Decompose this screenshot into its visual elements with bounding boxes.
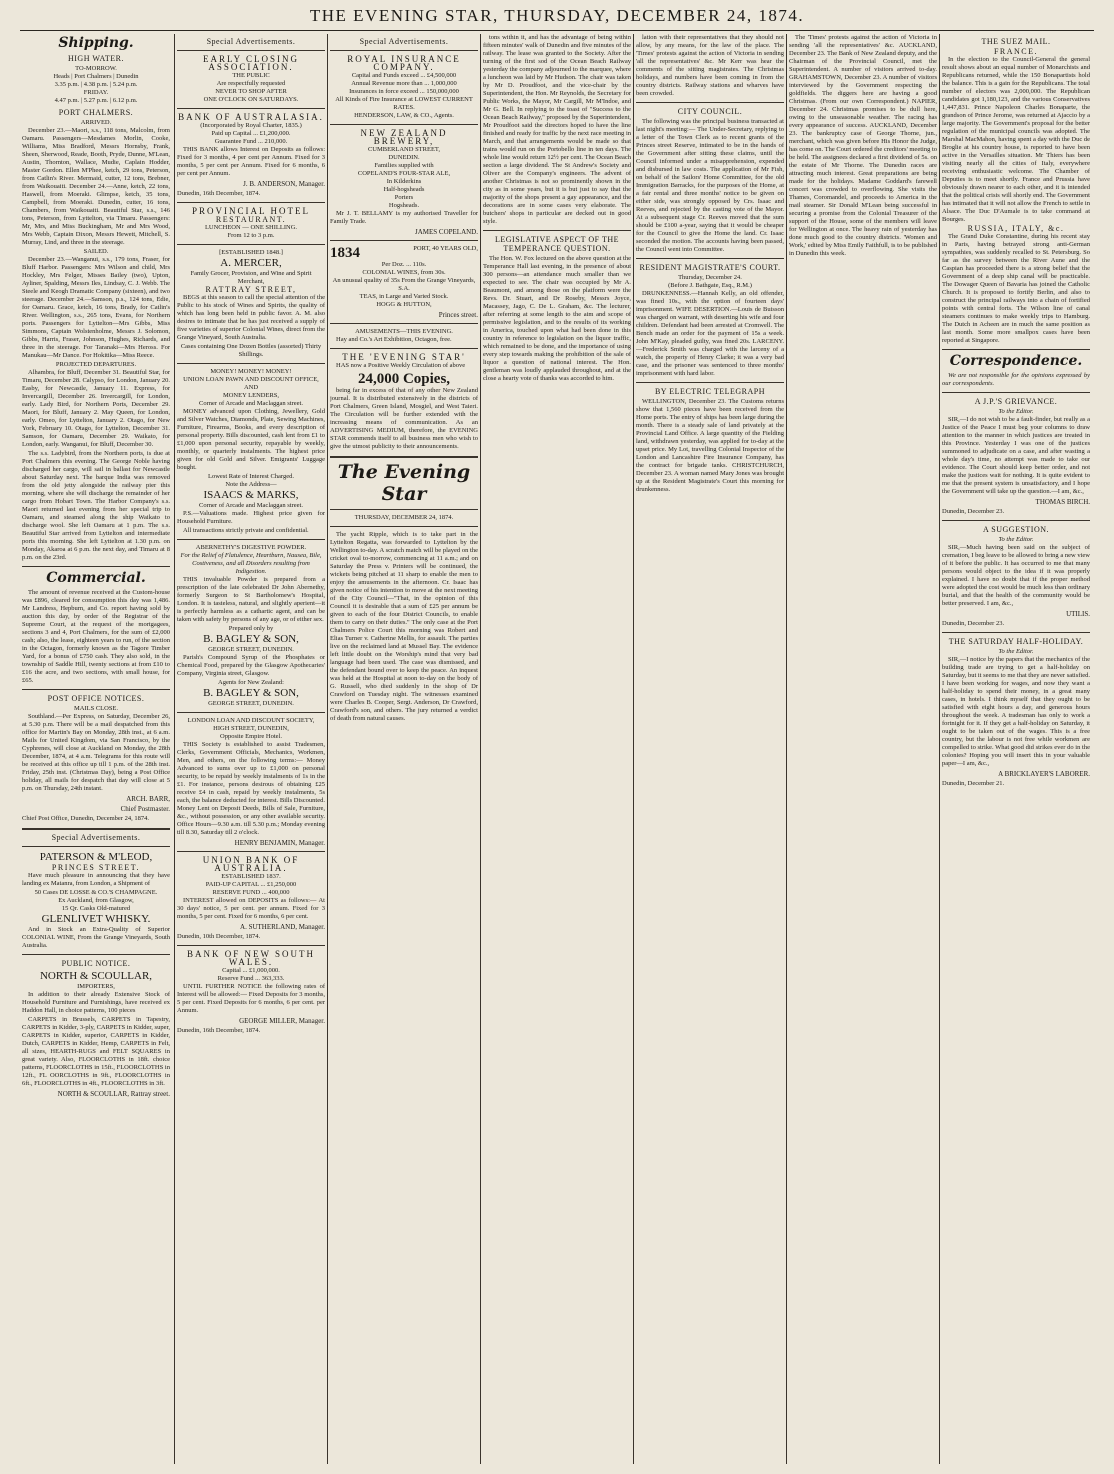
column-rule bbox=[174, 34, 175, 1464]
grievance-signature: THOMAS BIRCH. bbox=[1035, 498, 1090, 506]
abernethy-title: ABERNETHY'S DIGESTIVE POWDER. bbox=[195, 544, 307, 551]
commercial-text: The amount of revenue received at the Custom-house was £896, cleared for consumption this day was 1,486. Mr Landress, Hepburn, and Co. report having sold by auction this day, by order of the Registrar of the Supreme Court, at the request of the mortgagees, sections 3 and 4, Port Chalmers, for the sum of £2,000 cash; also, the lease, eighteen years to run, of the section in the Octagon, formerly known as the Tagore Timber Yard, for a bonus of £750 cash. They also sold, in the township of Saddle Hill, twenty sections at from £10 to £16 the acre, and two sections, with small house, for £65. bbox=[22, 589, 170, 684]
masthead: THE EVENING STAR, THURSDAY, DECEMBER 24, 1874. bbox=[309, 6, 805, 25]
arrived-heading: ARRIVED. bbox=[80, 119, 112, 126]
shipping-heading: Shipping. bbox=[58, 35, 134, 51]
confidential-text: All transactions strictly private and confidential. bbox=[183, 527, 309, 534]
special-ads-heading: Special Advertisements. bbox=[206, 37, 296, 46]
early-closing-line: ONE O'CLOCK ON SATURDAYS. bbox=[203, 96, 299, 103]
union-loan-title: UNION LOAN PAWN AND DISCOUNT OFFICE, bbox=[183, 376, 319, 383]
column-rule bbox=[786, 34, 787, 1464]
divider bbox=[636, 382, 784, 383]
masthead-rule bbox=[20, 30, 1094, 31]
union-loan-rate: Lowest Rate of Interest Charged. bbox=[208, 473, 294, 480]
port-year: 1834 bbox=[330, 245, 360, 261]
telegraph-text: WELLINGTON, December 23. The Customs returns show that 1,560 pieces have been received from the Home ports. The entry of ships has been large during the month. There is a steady sale of land privately at the Provincial Land Office. A large quantity of the Fielding land, withdrawn yesterday, was applied for to-day at the upset price. My Lot, travelling Colonial Inspector of the London and Lancashire Fire Insurance Company, has the contract for brigade tanks. CHRISTCHURCH, December 23. A woman named Mary Jones was brought up at the Resident Magistrate's Court this morning for drunkenness. bbox=[636, 398, 784, 493]
divider bbox=[636, 258, 784, 259]
nz-brewery-city: DUNEDIN. bbox=[388, 154, 420, 161]
abernethy-text: THIS invaluable Powder is prepared from a prescription of the late celebrated Dr John Abernethy, formerly Surgeon to St Bartholomew's Hospital, London. It is tasteless, natural, and slightly aperient—it is perfectly harmless as a cathartic agent, and can be taken with safety by persons of any age, or of either sex. bbox=[177, 576, 325, 623]
mercer-street: RATTRAY STREET, bbox=[205, 285, 297, 294]
half-holiday-signature: A BRICKLAYER'S LABORER. bbox=[998, 770, 1090, 778]
arrivals-text: December 23.—Maori, s.s., 118 tons, Malcolm, from Oamaru. Passengers—Mesdames Morlin, Cooke, Williams, Miss Bradford, Messrs Hornsby, Frank, Sheen, Sherwood, Reade, Booth, Pryde, Dunne, M'Lean, Austin, Thornton, Wallace, Mudie, Caplain Hodder, Master Gordon. Ellen M'Phee, ketch, 29 tons, Peterson, from Catlin's River. Mermaid, cutter, 12 tons, Brebner, from Waikouaiti. December 24.—Anne, ketch, 22 tons, Haswell, from Moeraki. Glimpse, ketch, 35 tons, Campbell, from Moeraki. Dunedin, cutter, 16 tons, Chambers, from Waikouaiti. Beautiful Star, s.s., 146 tons, Peterson, from Lyttelton, via Timaru. Passengers: Mr, Mrs, and Miss Buckingham, Mr and Mrs Wood, Mrs Webb, Captain Dixon, Messrs Hewett, Mitchell, S. Murray, Lind, and three in the steerage. bbox=[22, 127, 170, 246]
divider bbox=[330, 456, 478, 458]
russia-heading: RUSSIA, ITALY, &c. bbox=[967, 224, 1065, 233]
telegraph-heading: BY ELECTRIC TELEGRAPH bbox=[654, 387, 766, 396]
isaacs-name: ISAACS & MARKS, bbox=[203, 489, 299, 501]
bank-australasia-signature: J. B. ANDERSON, Manager. bbox=[243, 180, 325, 188]
london-loan-signature: HENRY BENJAMIN, Manager. bbox=[234, 839, 325, 847]
divider bbox=[177, 712, 325, 713]
port-chalmers-heading: PORT CHALMERS. bbox=[58, 108, 134, 117]
tide-day: FRIDAY. bbox=[83, 89, 109, 96]
north-scoullar-signature: NORTH & SCOULLAR, Rattray street. bbox=[57, 1090, 170, 1098]
money-title: MONEY! MONEY! MONEY! bbox=[210, 368, 292, 375]
london-loan-opposite: Opposite Empire Hotel. bbox=[220, 733, 282, 740]
tea-text: An unusual quality of 35s From the Grange Vineyards, S.A. bbox=[332, 277, 476, 292]
public-notice-heading: PUBLIC NOTICE. bbox=[61, 959, 131, 968]
nz-brewery-line: Hogsheads. bbox=[388, 202, 420, 209]
divider bbox=[177, 108, 325, 109]
column-rule bbox=[939, 34, 940, 1464]
nsw-bank-date: Dunedin, 16th December, 1874. bbox=[177, 1027, 261, 1034]
royal-insurance-revenue: Annual Revenue more than ... 1,000,000 bbox=[351, 80, 457, 87]
union-bank-text: INTEREST allowed on DEPOSITS as follows:— At 30 days' notice, 5 per cent. per annum. Fixed for 3 months, 5 per cent. Fixed for 6 months, 6 per cent. bbox=[177, 897, 325, 920]
royal-insurance-title: ROYAL INSURANCE COMPANY. bbox=[347, 54, 461, 72]
tide-row: 3.35 p.m. | 4.38 p.m. | 5.24 p.m. bbox=[54, 81, 138, 88]
column-6 bbox=[789, 34, 937, 1464]
projected-text: Alhambra, for Bluff, December 31. Beautiful Star, for Timaru, December 28. Calypso, for London, January 20. Easby, for Newcastle, January 11. Express, for Invercargill, December 26. Invercargill, for London, early. Lady Bird, for Northern Ports, December 29. Maori, for Bluff, January 2. May Queen, for London, early. Omeo, for Lyttelton, January 2. Otago, for New York, February 10. Otago, for Lyttelton, December 31. Samson, for Oamaru, December 29. Waikato, for London, early. Wanganui, for Bluff, December 30. bbox=[22, 369, 170, 448]
divider bbox=[330, 323, 478, 324]
paterson-item: GLENLIVET WHISKY. bbox=[41, 913, 151, 925]
resident-court-heading: RESIDENT MAGISTRATE'S COURT. bbox=[639, 263, 781, 272]
paterson-item: 50 Cases DE LOSSE & CO.'S CHAMPAGNE. bbox=[34, 889, 158, 896]
divider bbox=[22, 828, 170, 830]
london-loan-text: THIS Society is established to assist Tradesmen, Clerks, Government Officials, Mechanics, Workmen, Men, and others, on the following terms:— Money Advanced to sums over up to £1,000 on personal security, to be repaid by weekly instalments of 1s in the £1. For instance, persons desirous of obtaining £25 receive £4 in cash, repaid by weekly instalments, 5s each, the balance deducted for interest. Bills Discounted. Money Lent on Deposit Deeds, Bills of Sale, Furniture, &c., without possession, or any other available security. Office Hours—9.30 a.m. till 5.30 p.m.; Monday evening till 8.30, Saturday till 2 o'clock. bbox=[177, 741, 325, 836]
post-signature-role: Chief Postmaster. bbox=[120, 805, 170, 813]
post-office-heading: POST OFFICE NOTICES. bbox=[47, 694, 145, 703]
tea-title: TEAS, in Large and Varied Stock. bbox=[359, 293, 449, 300]
divider bbox=[942, 392, 1090, 393]
column-rule bbox=[633, 34, 634, 1464]
sailed-heading: SAILED. bbox=[83, 248, 109, 255]
north-scoullar-name: NORTH & SCOULLAR, bbox=[39, 970, 153, 982]
bank-australasia-text: THIS BANK allows Interest on Deposits as follows: Fixed for 3 months, 4 per cent per Annum. Fixed for 3 months, 5 per cent per Annum. Fixed for 6 months, 6 per cent per Annum. bbox=[177, 146, 325, 177]
divider bbox=[22, 846, 170, 847]
nameplate: The Evening Star bbox=[337, 461, 471, 505]
post-office-text: Southland.—Per Express, on Saturday, December 26, at 5.30 p.m. There will be a mail despatched from this office for Martin's Bay on Monday, 28th inst., at 6 a.m. Mails for United Kingdom, via San Francisco, by the Cyphrenes, will close at Auckland on Monday, the 28th December, 1874, at 4 a.m. Telegrams for this route will be received at this office up till 1 p.m. of the 28th inst. Friday, 25th inst. (Christmas Day), being a Post Office holiday, all mails for despatch that day will close at 5 p.m. on Thursday, 24th instant. bbox=[22, 713, 170, 792]
mercer-cases: Cases containing One Dozen Bottles (assorted) Thirty Shillings. bbox=[180, 343, 322, 358]
union-bank-signature: A. SUTHERLAND, Manager. bbox=[240, 923, 325, 931]
divider bbox=[636, 102, 784, 103]
nsw-bank-reserve: Reserve Fund ... 363,333. bbox=[217, 975, 285, 982]
early-closing-title: EARLY CLOSING ASSOCIATION. bbox=[202, 54, 299, 72]
news-continued: lation with their representatives that they should not allow, by any means, for the law of the place. The 'Times' protests against the action of Victoria in sending 'all the representatives' &c. Mr Kerr was hear the comments of the sitting magistrates. The Christmas holidays, and numbers have been coming in from the country districts. Railway stations and wharves have been crowded. bbox=[636, 34, 784, 97]
bank-australasia-title: BANK OF AUSTRALASIA. bbox=[178, 112, 324, 122]
tide-header: Heads | Port Chalmers | Dunedin bbox=[53, 73, 139, 80]
mercer-name: A. MERCER, bbox=[220, 257, 282, 269]
divider bbox=[22, 566, 170, 567]
bank-australasia-guarantee: Guarantee Fund ... 210,000. bbox=[214, 138, 288, 145]
union-loan-and: AND bbox=[243, 384, 259, 391]
divider bbox=[330, 50, 478, 51]
union-loan-money: MONEY LENDERS, bbox=[222, 392, 280, 399]
bagley-street: GEORGE STREET, DUNEDIN. bbox=[208, 646, 294, 653]
projected-heading: PROJECTED DEPARTURES. bbox=[55, 361, 137, 368]
union-loan-text: MONEY advanced upon Clothing, Jewellery, Gold and Silver Watches, Diamonds, Plate, Sewing Machines, Furniture, Firearms, Books, and every description of personal property. Bills discounted, cash lent from £1 to £1,000 upon personal security, repayable by weekly, monthly, or quarterly instalments. The highest price given for old Gold and Silver. Emigrants' Luggage bought. bbox=[177, 408, 325, 471]
france-heading: FRANCE. bbox=[993, 47, 1039, 56]
established-line: [ESTABLISHED 1848.] bbox=[219, 249, 283, 256]
column-1 bbox=[22, 34, 170, 1464]
early-closing-line: THE PUBLIC bbox=[232, 72, 270, 79]
suggestion-text: SIR,—Much having been said on the subject of cremation, I beg leave to be allowed to bring a new view of it before the public. It has occurred to me that many persons would object to the idea if it was properly explained. I have no doubt that if the proper method were adopted the cost would be much less than ordinary burial, and that the health of the community would be better preserved. I am, &c., bbox=[942, 544, 1090, 607]
parish-text: Parish's Compound Syrup of the Phosphates or Chemical Food, prepared by the Glasgow Apothecaries' Company, Virginia street, Glasgow. bbox=[177, 654, 325, 677]
bank-australasia-date: Dunedin, 16th December, 1874. bbox=[177, 190, 261, 197]
port-title: PORT, 40 YEARS OLD, bbox=[413, 245, 478, 252]
london-loan-title: LONDON LOAN AND DISCOUNT SOCIETY, bbox=[187, 717, 315, 724]
grievance-heading: A J.P.'S GRIEVANCE. bbox=[974, 397, 1058, 406]
nsw-bank-capital: Capital ... £1,000,000. bbox=[222, 967, 280, 974]
half-holiday-heading: THE SATURDAY HALF-HOLIDAY. bbox=[948, 637, 1084, 646]
half-holiday-text: SIR,—I notice by the papers that the mechanics of the building trade are trying to get a half-holiday on Saturday, but it seems to me that they are never satisfied. I have been working for wages, and now they want a half-holiday to spend their money, in a great many cases, in hotels. I think myself that they ought to be satisfied with eight hours a day, and generous hours throughout the week. A tradesman has only to work a fortnight for it. If they get a half-holiday on Saturday, it ought to be taken out of the wages. This is a free country, but the labour is not free while workmen are compelled to strike. What good did strikes ever do in the colonies? Hoping you will insert this in your valuable paper—I am, &c., bbox=[942, 656, 1090, 767]
divider bbox=[177, 851, 325, 852]
isaacs-corner: Corner of Arcade and Maclaggan street. bbox=[199, 502, 303, 509]
tide-row: 4.47 p.m. | 5.27 p.m. | 6.12 p.m. bbox=[54, 97, 138, 104]
north-scoullar-role: IMPORTERS, bbox=[77, 983, 115, 990]
divider bbox=[177, 50, 325, 51]
column-rule bbox=[480, 34, 481, 1464]
paterson-text: Have much pleasure in announcing that they have landing ex Matanra, from London, a Shipment of bbox=[22, 872, 170, 887]
correspondence-note: We are not responsible for the opinions expressed by our correspondents. bbox=[942, 372, 1090, 387]
grievance-date: Dunedin, December 23. bbox=[942, 508, 1005, 515]
paterson-street: PRINCES STREET. bbox=[51, 863, 141, 872]
shipping-notes: The s.s. Ladybird, from the Northern ports, is due at Port Chalmers this evening. The George Noble having discharged her cargo, will sail in ballast for Newcastle about Saturday next. The barque India was removed from the old jetty alongside the railway pier this morning, where she will discharge the remainder of her cargo from Hobart Town. The Harbor Company's s.s. Maori returned last evening from her special trip to Oamaru, and steamed along the ship Waikato to discharge wool. She left Oamaru at 1 p.m. The s.s. Beautiful Star arrived from Lyttelton and intermediate ports this morning. She left Lyttelton at 1.30 p.m. on Monday, Akaroa at 6 p.m. the next day, and Timaru at 8 p.m. on the 23rd. bbox=[22, 450, 170, 561]
london-loan-street: HIGH STREET, DUNEDIN, bbox=[213, 725, 289, 732]
paterson-name: PATERSON & M'LEOD, bbox=[39, 851, 153, 863]
luncheon-line: LUNCHEON — ONE SHILLING. bbox=[204, 224, 298, 231]
star-circulation-body: being far in excess of that of any other New Zealand journal. It is distributed extensively in the districts of Port Chalmers, Green Island, Mosgiel, and West Taieri. The Circulation will be further extended with the increasing means of communication. As an ADVERTISING MEDIUM, therefore, the EVENING STAR commends itself to all business men who wish to give the utmost publicity to their announcements. bbox=[330, 387, 478, 450]
early-closing-line: NEVER TO SHOP AFTER bbox=[215, 88, 287, 95]
dateline: THURSDAY, DECEMBER 24, 1874. bbox=[354, 514, 454, 521]
divider bbox=[330, 509, 478, 510]
divider bbox=[177, 202, 325, 203]
nz-brewery-line: In Kilderkins bbox=[386, 178, 422, 185]
paterson-item: 15 Qr. Casks Old-matured bbox=[61, 905, 131, 912]
divider bbox=[177, 539, 325, 540]
telegraph-continued: The 'Times' protests against the action of Victoria in sending 'all the representatives' &c. AUCKLAND, December 23. The Bank of New Zealand deputy, and the Chairman of the Provincial Council, met the Superintendent. A number of visitors arrived to-day. GRAHAMSTOWN, December 23. A number of visitors interviewed by the Government respecting the goldfields. The diggers here are having a good Christmas. (From our own Correspondent.) NAPIER, December 24. Christmas promises to be dull here, owing to the unseasonable weather. The racing has every appearance of success. AUCKLAND, December 23. The bankruptcy case of George Thorne, jun., merchant, which was given before His Honor the Judge, has come on. The Court ordered the creditors' meeting to be held. The assignees declared a first dividend of 5s. on the estate of Mr Thorne. The Dunedin races are attracting much interest. Great preparations are being made for the holidays. Madame Goddard's farewell concert was crowded to overflowing. She visits the Thames, Coromandel, and proceeds to America in the mail steamer. Sir Donald M'Lean being successful in securing a promise from the Colonial Treasurer of the support of the House, some of the members will leave for Wellington at once. The heavy rain of yesterday has done much good to the country districts. 'Women and Work,' edited by Miss Emily Faithfull, is to be published in Dunedin this week. bbox=[789, 34, 937, 257]
mercer-role: Family Grocer, Provision, and Wine and Spirit Merchant, bbox=[190, 270, 312, 285]
mercer-text: BEGS at this season to call the special attention of the Public to his stock of Wines and Spirits, the quality of which has long been held in public favor. A. M. also desires to intimate that he has just received a supply of five varieties of superior Colonial Wines, direct from the Grange Vineyard, South Australia. bbox=[177, 294, 325, 341]
high-water-heading: HIGH WATER. bbox=[67, 54, 124, 63]
divider bbox=[942, 349, 1090, 350]
star-circulation-copies: 24,000 Copies, bbox=[357, 371, 451, 387]
resident-court-text: DRUNKENNESS.—Hannah Kelly, an old offender, was fined 10s., with the option of fourteen days' imprisonment. WIFE DESERTION.—Louis de Buisson was charged on warrant, with deserting his wife and four children. Defendant had been arrested at Cromwell. The Bench made an order for the payment of 15s a week. John M'Kay, pleaded guilty, was fined 20s. LARCENY.—Frederick Smith was charged with the larceny of a watch, the property of Henry Clarke; it was a very bad case, and the prisoner was sentenced to three months' imprisonment with hard labor. bbox=[636, 290, 784, 377]
nz-brewery-street: CUMBERLAND STREET, bbox=[367, 146, 441, 153]
port-price: Per Doz. ... 110s. bbox=[381, 261, 427, 268]
union-bank-reserve: RESERVE FUND ... 400,000 bbox=[212, 889, 290, 896]
suggestion-signature: UTILIS. bbox=[1066, 610, 1090, 618]
provincial-hotel-title: PROVINCIAL HOTEL bbox=[192, 206, 310, 216]
news-continued: tons within it, and has the advantage of being within fifteen minutes' walk of Dunedin and five minutes of the railway. The lease was granted to the Society. After the turning of the first sod of the Ocean Beach Railway yesterday the company adjourned to the marquee, where a luncheon was laid by Mr Hudson. The chair was taken by Mr D. Proudfoot, and the vice-chair by the Superintendent, the Hon. Mr Reynolds, the Secretary for Public Works, the Mayor, Mr Cargill, Mr M'Indoe, and Mr G. Bell. In replying to the toast of "Success to the Ocean Beach Railway," proposed by the Superintendent, Mr Proudfoot said the directors hoped to have the line finished and ready for traffic by the next race meeting in March, and that arrangements would be made so that trains would run on the Portobello line in ten days. The whole line would return 12½ per cent. The Ocean Beach section a large dividend. The St Andrew's Society and Oliver are the Company's engineers. The advent of another Christmas is not so prominently shown in the city as in some years, but it is but just to say that the majority of the shops present a gay appearance, and the decorations are in some cases very elaborate. The butchers' shops in particular are decked out in good style. bbox=[483, 34, 631, 225]
france-text: In the election to the Council-General the general result shows about an equal number of Monarchists and Republicans returned, while the 150 Bonapartists hold the balance. This is a gain for the Republicans. The total number of electors was 2,000,000. The Republican candidates got 1,180,123, and the various Conservatives 1,447,831. Prince Napoleon Charles Bonaparte, the grandson of Prince Jerome, was returned at Ajaccio by a large majority. The Government's proposal for the better regulation of the municipal councils was adopted. The Marshal MacMahon, having spent a day with the Duc de Broglie at his country house, is reported to have been active in the Versailles situation. Mr Thiers has been visiting nearly all the cities of Italy, everywhere receiving enthusiastic welcome. The Chamber of Deputies is to meet shortly. France and Prussia have obviously drawn nearer to each other, and it is intended that the political crisis will shortly end. The Government has intimated that it will not allow the French to settle in Alsace. The Duc D'Aumale is to take command at Bourges. bbox=[942, 56, 1090, 223]
union-loan-corner: Corner of Arcade and Maclaggan street. bbox=[199, 400, 303, 407]
column-rule bbox=[327, 34, 328, 1464]
royal-insurance-agents: HENDERSON, LAW, & CO., Agents. bbox=[354, 112, 454, 119]
prepared-by: Prepared only by bbox=[228, 625, 274, 632]
bank-australasia-sub: (Incorporated by Royal Charter, 1835.) bbox=[200, 122, 302, 129]
commercial-heading: Commercial. bbox=[46, 570, 146, 586]
divider bbox=[330, 240, 478, 241]
hogg-name: HOGG & HUTTON, bbox=[376, 301, 432, 308]
column-3 bbox=[330, 34, 478, 1464]
temperance-text: The Hon. W. Fox lectured on the above question at the Temperance Hall last evening, in the presence of about 300 persons—an attendance much smaller than we expected to see. The chair was occupied by Mr A. Beaumont, and among those on the platform were the Revs. Dr. Stuart, and Dr Roseby, Messrs Joyce, Macassey, Jago, C. De L. Graham, &c. The lecturer, after referring at some length to the aim and scope of permissive legislation, and to the results of its working in America, touched upon what had been done in this country in reference to legislation on the liquor traffic, which remained to be done, and the importance of using every step towards making the prohibition of the sale of liquor a question of national interest. The Hon. gentleman was loudly applauded throughout, and at the close a hearty vote of thanks was accorded to him. bbox=[483, 255, 631, 382]
nsw-bank-text: UNTIL FURTHER NOTICE the following rates of Interest will be allowed:— Fixed Deposits for 3 months, 5 per cent. Fixed Deposits for 6 months, 6 per cent. per Annum. bbox=[177, 983, 325, 1014]
nz-brewery-line: Half-hogsheads bbox=[383, 186, 425, 193]
high-water-sub: TO-MORROW. bbox=[75, 65, 117, 72]
divider bbox=[942, 520, 1090, 521]
agents-line: Agents for New Zealand: bbox=[218, 679, 284, 686]
resident-court-date: Thursday, December 24. bbox=[678, 274, 742, 281]
royal-insurance-insurances: Insurances in force exceed ... 150,000,000 bbox=[349, 88, 459, 95]
amusements-title: AMUSEMENTS—THIS EVENING. bbox=[355, 328, 453, 335]
nsw-bank-signature: GEORGE MILLER, Manager. bbox=[239, 1017, 325, 1025]
suez-mail-heading: THE SUEZ MAIL. bbox=[981, 37, 1051, 46]
nz-brewery-line: Families supplied with bbox=[374, 162, 434, 169]
special-ads-heading: Special Advertisements. bbox=[51, 833, 141, 842]
amusements-text: Hay and Co.'s Art Exhibition, Octagon, free. bbox=[336, 336, 452, 343]
suggestion-date: Dunedin, December 23. bbox=[942, 620, 1005, 627]
valuations-text: P.S.—Valuations made. Highest price given for Household Furniture. bbox=[177, 510, 325, 525]
bagley-name: B. BAGLEY & SON, bbox=[203, 687, 299, 699]
divider bbox=[177, 363, 325, 364]
special-ads-heading: Special Advertisements. bbox=[359, 37, 449, 46]
half-holiday-date: Dunedin, December 21. bbox=[942, 780, 1005, 787]
correspondence-heading: Correspondence. bbox=[949, 353, 1083, 369]
hogg-street: Princes street. bbox=[438, 311, 478, 319]
divider bbox=[177, 945, 325, 946]
column-2 bbox=[177, 34, 325, 1464]
mails-close-heading: MAILS CLOSE. bbox=[73, 705, 119, 712]
star-circulation-text: HAS now a Positive Weekly Circulation of above bbox=[336, 362, 466, 369]
abernethy-subtitle: For the Relief of Flatulence, Heartburn, Nausea, Bile, Costiveness, and all Disorders resulting from Indigestion. bbox=[180, 552, 322, 575]
divider bbox=[330, 348, 478, 349]
suggestion-heading: A SUGGESTION. bbox=[982, 525, 1050, 534]
isaacs-note: Note the Address— bbox=[225, 481, 277, 488]
divider bbox=[483, 230, 631, 231]
sailings-text: December 23.—Wanganui, s.s., 179 tons, Fraser, for Bluff Harbor. Passengers: Mrs Wilson and child, Mrs Hockley, Mrs Felger, Misses Bailey (two), Upton, Ayliner, Spalding, Messrs Iles, Lindsay, C. J. Webb. The Steele and Keogh Dramatic Company (sixteen), and two steerage. December 24.—Samson, p.s., 124 tons, Edie, for Oamaru. Grace, ketch, 16 tons, Brady, for Catlin's River. Wellington, s.s., 265 tons, Evans, for Northern ports. Passengers for Lyttelton—Mrs Gibbs, Miss Simmons, Captain Wolstenholme, Messrs J. Solomon, Gibbs, Harris, Fraser, Johnson, Hughes, Richards, and three in the steerage. For Taranaki—Mrs Heross. For Manukau—Mr Dance. For Hokitika—Miss Reece. bbox=[22, 256, 170, 359]
post-footer: Chief Post Office, Dunedin, December 24, 1874. bbox=[22, 815, 149, 822]
nz-brewery-signature: JAMES COPELAND. bbox=[414, 228, 478, 236]
luncheon-hours: From 12 to 3 p.m. bbox=[227, 232, 275, 239]
union-bank-established: ESTABLISHED 1837. bbox=[221, 873, 281, 880]
column-4 bbox=[483, 34, 631, 1464]
half-holiday-to: To the Editor. bbox=[998, 648, 1034, 655]
nz-brewery-title: NEW ZEALAND BREWERY, bbox=[360, 128, 448, 146]
news-items: The yacht Ripple, which is to take part in the Lyttelton Regatta, was forwarded to Lyttelton by the Wellington to-day. A scratch match will be played on the cricket oval to-morrow, commencing at 11 a.m.; and on Saturday the Press v. Printers will be continued, the wickets being pitched at 11 sharp to enable the men to enjoy the amusements in the afternoon. Cr. Isaac has given notice of his intention to move at the next meeting of the City Council—"That, in the opinion of this Council it is desirable that a sum of £25 per annum be given to each of the four District Councils, to enable them to carry on their duties." The only case at the Port Chalmers Police Court this morning was Robert and Elias Turner v. Catherine Mellis, for assault. The parties live on the reclaimed land at Mussel Bay. The evidence left little doubt on the Worship's mind that very bad language had been used. The case was dismissed, and the defendant bound over to keep the peace. An inquest was held at the Hospital at noon to-day on the body of G. Russell, who died suddenly in the shop of Dr Crawford on Tuesday night. The witnesses examined were Charles B. Cooper, Sergt. Anderson, Dr Crawford, Crawford's son, and others. The jury returned a verdict of death from natural causes. bbox=[330, 531, 478, 722]
nz-brewery-line: COPELAND'S FOUR-STAR ALE, bbox=[357, 170, 451, 177]
colonial-wines: COLONIAL WINES, from 30s. bbox=[362, 269, 446, 276]
union-bank-title: UNION BANK OF AUSTRALIA. bbox=[202, 855, 300, 873]
north-scoullar-items: CARPETS in Brussels, CARPETS in Tapestry, CARPETS in Kidder, 3-ply, CARPETS in Kidder, super, CARPETS in Kidder, superior, CARPETS in Kidder, Dutch, CARPETS in Kidder, Hemp, CARPETS in Felt, all sizes, HEARTH-RUGS and FELT SQUARES in great variety. Also, FLOORCLOTHS in 18ft. choice patterns, FLOORCLOTHS in 15ft., FLOORCLOTHS in 12ft., FL OORCLOTHS in 9ft., FLOORCLOTHS in 6ft., FLOORCLOTHS in 4ft., FLOORCLOTHS in 3ft. bbox=[22, 1016, 170, 1087]
column-5 bbox=[636, 34, 784, 1464]
nsw-bank-title: BANK OF NEW SOUTH WALES. bbox=[186, 949, 316, 967]
suggestion-to: To the Editor. bbox=[998, 536, 1034, 543]
paterson-item: And in Stock an Extra-Quality of Superior COLONIAL WINE, From the Grange Vineyards, South Australia. bbox=[22, 926, 170, 949]
resident-court-bench: (Before J. Bathgate, Esq., R.M.) bbox=[668, 282, 752, 289]
column-7 bbox=[942, 34, 1090, 1464]
temperance-heading: LEGISLATIVE ASPECT OF THE TEMPERANCE QUESTION. bbox=[495, 235, 619, 253]
bagley-street: GEORGE STREET, DUNEDIN. bbox=[208, 700, 294, 707]
divider bbox=[22, 954, 170, 955]
union-bank-date: Dunedin, 10th December, 1874. bbox=[177, 933, 261, 940]
russia-text: The Grand Duke Constantine, during his recent stay in Paris, having betrayed strong anti-German sympathies, was suddenly recalled to St. Petersburg. So far as the survey between the River Aune and the Caspian has proceeded there is a strong belief that the Government of a deep ship canal will be practicable. The Dowager Queen of Bavaria has joined the Catholic Church. It is proposed to fortify Berlin, and also to construct the principal railways into a chain of fortified points with central forts. The Wilson line of canal steamers continues to make weekly trips to Hamburg. The Dutch in Acheen are in much the same position as last month. Some more smallpox cases have been reported at Singapore. bbox=[942, 233, 1090, 344]
early-closing-line: Are respectfully requested bbox=[216, 80, 286, 87]
divider bbox=[330, 124, 478, 125]
nz-brewery-line: Porters bbox=[394, 194, 414, 201]
nz-brewery-agent: Mr J. T. BELLAMY is my authorised Traveller for Family Trade. bbox=[330, 210, 478, 225]
divider bbox=[177, 244, 325, 245]
grievance-to: To the Editor. bbox=[998, 408, 1034, 415]
city-council-heading: CITY COUNCIL. bbox=[677, 107, 743, 116]
provincial-hotel-sub: RESTAURANT. bbox=[215, 215, 287, 224]
divider bbox=[942, 632, 1090, 633]
post-signature: ARCH. BARR, bbox=[126, 795, 170, 803]
star-circulation-title: THE 'EVENING STAR' bbox=[342, 352, 466, 362]
bagley-name: B. BAGLEY & SON, bbox=[203, 633, 299, 645]
union-bank-capital: PAID-UP CAPITAL ... £1,250,000 bbox=[205, 881, 297, 888]
paterson-item: Ex Auckland, from Glasgow, bbox=[58, 897, 134, 904]
bank-australasia-capital: Paid up Capital ... £1,200,000. bbox=[211, 130, 291, 137]
north-scoullar-text: In addition to their already Extensive Stock of Household Furniture and Furnishings, have received ex Haddon Hall, in choice patterns, 100 pieces bbox=[22, 991, 170, 1014]
royal-insurance-text: All Kinds of Fire Insurance at LOWEST CURRENT RATES. bbox=[335, 96, 473, 111]
city-council-text: The following was the principal business transacted at last night's meeting:— The Under-Secretary, replying to a letter of the Town Clerk as to recent grants of the Princes street Reserve, intimated to be in the hands of the Government after sitting these claims, until the Council informed under a misapprehension, expended and disbursed in law costs. The application of Mr Fish, on behalf of the Sailors' Home Committee, for the old Immigration Barracks, for the purposes of the Home, at a fair rental and three months' notice to be given on either side, was strongly opposed by Crs. Isaac and Reeves, and rejected by the casting vote of the Mayor. At a subsequent stage Cr. Reeves moved that the sum should be £100 a-year, saying that it would be cheaper for the Council to give the Home the land. Cr. Isaac seconded the motion. The accounts having been passed, the Council went into Committee. bbox=[636, 118, 784, 253]
divider bbox=[22, 689, 170, 690]
royal-insurance-capital: Capital and Funds exceed ... £4,500,000 bbox=[351, 72, 457, 79]
grievance-text: SIR,—I do not wish to be a fault-finder, but really as a Justice of the Peace I must beg your columns to draw attention to the manner in which justices are treated in this Province. Yesterday I was one of the justices summoned to adjudicate on a case, and after wasting a whole day's time, no attempt was made to take our evidence. The Court should keep better order, and not make the justices wait for nothing. It is quite evident to me that the present system is unsatisfactory, and I hope the Government will take up the question.—I am, &c., bbox=[942, 416, 1090, 495]
divider bbox=[330, 526, 478, 527]
